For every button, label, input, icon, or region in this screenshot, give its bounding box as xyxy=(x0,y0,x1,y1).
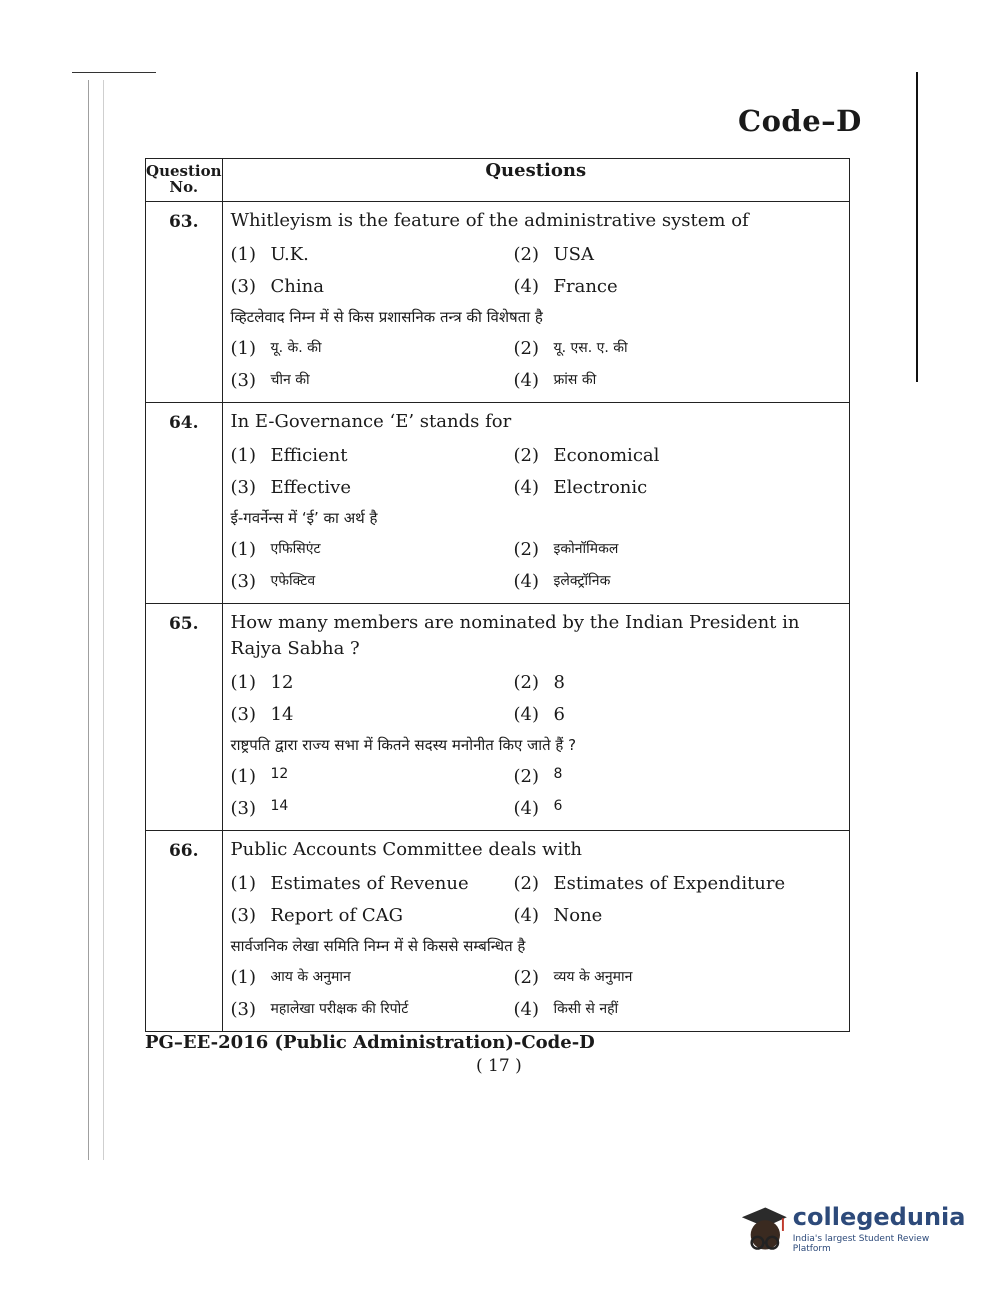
option-text: China xyxy=(270,275,324,297)
answer-option xyxy=(231,244,514,265)
option-text: 6 xyxy=(553,703,565,725)
question-text-hindi: सार्वजनिक लेखा समिति निम्न में से किससे सम्बन्धित है xyxy=(230,937,526,955)
answer-option xyxy=(231,873,514,894)
option-number: (2) xyxy=(513,444,539,466)
option-number: (1) xyxy=(230,872,256,894)
page-code-header: Code–D xyxy=(738,104,862,138)
answer-option xyxy=(514,999,797,1020)
question-content xyxy=(222,202,850,403)
collegedunia-watermark xyxy=(736,1198,966,1260)
question-number: 66. xyxy=(146,831,223,1032)
answer-option xyxy=(231,967,514,988)
questions-column-header: Questions xyxy=(222,159,850,202)
option-number: (1) xyxy=(230,671,256,693)
option-row xyxy=(231,332,842,364)
question-text-english: Whitleyism is the feature of the administrative system of xyxy=(230,210,749,231)
option-row xyxy=(231,533,842,565)
option-text: Effective xyxy=(270,476,351,498)
brand-tagline: India's largest Student Review Platform xyxy=(792,1234,930,1254)
answer-option xyxy=(514,967,797,988)
option-number: (1) xyxy=(230,538,256,560)
option-number: (2) xyxy=(513,671,539,693)
option-number: (1) xyxy=(230,444,256,466)
option-text: Estimates of Expenditure xyxy=(553,872,786,894)
option-text: एफेक्टिव xyxy=(270,572,316,589)
option-number: (3) xyxy=(230,275,256,297)
answer-option xyxy=(231,539,514,560)
option-text: 14 xyxy=(270,703,294,725)
answer-option xyxy=(514,244,797,265)
question-content xyxy=(222,403,850,604)
question-number: 64. xyxy=(146,403,223,604)
option-text: Electronic xyxy=(553,476,648,498)
question-text-hindi: ई-गवर्नेन्स में ‘ई’ का अर्थ है xyxy=(230,509,378,527)
option-text: फ्रांस की xyxy=(553,371,597,388)
answer-option xyxy=(514,338,797,359)
scan-edge-right xyxy=(916,72,918,382)
option-text: U.K. xyxy=(270,243,309,265)
answer-option xyxy=(514,539,797,560)
option-number: (4) xyxy=(513,998,539,1020)
option-number: (2) xyxy=(513,538,539,560)
option-number: (4) xyxy=(513,703,539,725)
answer-option xyxy=(231,338,514,359)
option-number: (3) xyxy=(230,570,256,592)
option-row xyxy=(231,899,842,931)
option-text: 8 xyxy=(553,671,565,693)
option-number: (3) xyxy=(230,703,256,725)
option-row xyxy=(231,760,842,792)
option-text: Report of CAG xyxy=(270,904,403,926)
answer-option xyxy=(514,477,797,498)
option-number: (1) xyxy=(230,966,256,988)
answer-option xyxy=(514,905,797,926)
option-text: एफिसिएंट xyxy=(270,540,321,557)
option-number: (2) xyxy=(513,765,539,787)
question-content xyxy=(222,831,850,1032)
option-text: 12 xyxy=(270,765,289,782)
option-text: यू. एस. ए. की xyxy=(553,339,628,356)
option-text: None xyxy=(553,904,603,926)
answer-option xyxy=(514,873,797,894)
option-text: Efficient xyxy=(270,444,348,466)
option-number: (3) xyxy=(230,369,256,391)
option-text: व्यय के अनुमान xyxy=(553,968,633,985)
option-row xyxy=(231,238,842,270)
option-number: (2) xyxy=(513,872,539,894)
answer-option xyxy=(231,999,514,1020)
question-text-hindi: व्हिटलेवाद निम्न में से किस प्रशासनिक तन्त्र की विशेषता है xyxy=(230,308,543,326)
answer-option xyxy=(231,905,514,926)
question-number: 63. xyxy=(146,202,223,403)
option-text: 12 xyxy=(270,671,294,693)
option-row xyxy=(231,698,842,730)
answer-option xyxy=(231,798,514,819)
answer-option xyxy=(231,276,514,297)
option-number: (2) xyxy=(513,243,539,265)
answer-option xyxy=(514,276,797,297)
question-text-hindi: राष्ट्रपति द्वारा राज्य सभा में कितने सदस्य मनोनीत किए जाते हैं ? xyxy=(230,736,577,754)
option-number: (1) xyxy=(230,765,256,787)
option-text: USA xyxy=(553,243,594,265)
option-row xyxy=(231,666,842,698)
option-number: (2) xyxy=(513,966,539,988)
option-number: (2) xyxy=(513,337,539,359)
option-text: इलेक्ट्रॉनिक xyxy=(553,572,611,589)
answer-option xyxy=(231,445,514,466)
option-text: चीन की xyxy=(270,371,310,388)
option-text: किसी से नहीं xyxy=(553,1000,619,1017)
option-row xyxy=(231,961,842,993)
option-row xyxy=(231,867,842,899)
scan-edge-line xyxy=(72,72,156,73)
answer-option xyxy=(231,571,514,592)
answer-option xyxy=(514,445,797,466)
option-row xyxy=(231,270,842,302)
question-row xyxy=(146,604,850,831)
answer-option xyxy=(514,672,797,693)
option-number: (3) xyxy=(230,998,256,1020)
option-number: (3) xyxy=(230,904,256,926)
option-row xyxy=(231,439,842,471)
question-row xyxy=(146,831,850,1032)
answer-option xyxy=(231,477,514,498)
question-text-english: In E-Governance ‘E’ stands for xyxy=(230,411,512,432)
option-row xyxy=(231,993,842,1025)
footer-exam-title: PG–EE-2016 (Public Administration)-Code-D xyxy=(145,1032,595,1053)
question-content xyxy=(222,604,850,831)
option-number: (4) xyxy=(513,476,539,498)
question-text-english: Public Accounts Committee deals with xyxy=(230,839,583,860)
answer-option xyxy=(514,370,797,391)
answer-option xyxy=(231,370,514,391)
option-number: (4) xyxy=(513,275,539,297)
option-text: 6 xyxy=(553,797,563,814)
question-number-column-header: Question No. xyxy=(146,159,223,202)
option-number: (4) xyxy=(513,369,539,391)
question-number: 65. xyxy=(146,604,223,831)
option-text: Economical xyxy=(553,444,660,466)
option-text: Estimates of Revenue xyxy=(270,872,469,894)
answer-option xyxy=(514,798,797,819)
option-number: (4) xyxy=(513,570,539,592)
option-number: (3) xyxy=(230,797,256,819)
questions-body xyxy=(146,202,850,1032)
option-text: 8 xyxy=(553,765,563,782)
option-row xyxy=(231,565,842,597)
question-text-english: How many members are nominated by the Indian President in Rajya Sabha ? xyxy=(230,612,800,659)
question-row xyxy=(146,403,850,604)
answer-option xyxy=(231,672,514,693)
answer-option xyxy=(231,704,514,725)
answer-option xyxy=(514,704,797,725)
answer-option xyxy=(231,766,514,787)
brand-name: collegedunia xyxy=(792,1203,966,1231)
option-number: (4) xyxy=(513,797,539,819)
option-row xyxy=(231,471,842,503)
questions-table xyxy=(145,158,850,1032)
option-text: आय के अनुमान xyxy=(270,968,351,985)
option-number: (3) xyxy=(230,476,256,498)
option-text: महालेखा परीक्षक की रिपोर्ट xyxy=(270,1000,409,1017)
answer-option xyxy=(514,571,797,592)
option-row xyxy=(231,792,842,824)
option-number: (1) xyxy=(230,243,256,265)
question-row xyxy=(146,202,850,403)
option-text: 14 xyxy=(270,797,289,814)
option-row xyxy=(231,364,842,396)
graduate-mascot-icon xyxy=(736,1201,789,1257)
option-number: (1) xyxy=(230,337,256,359)
option-text: यू. के. की xyxy=(270,339,322,356)
option-text: इकोनॉमिकल xyxy=(553,540,619,557)
option-number: (4) xyxy=(513,904,539,926)
answer-option xyxy=(514,766,797,787)
scan-edge-shadow xyxy=(88,80,104,1160)
option-text: France xyxy=(553,275,618,297)
page-number: ( 17 ) xyxy=(476,1056,522,1076)
